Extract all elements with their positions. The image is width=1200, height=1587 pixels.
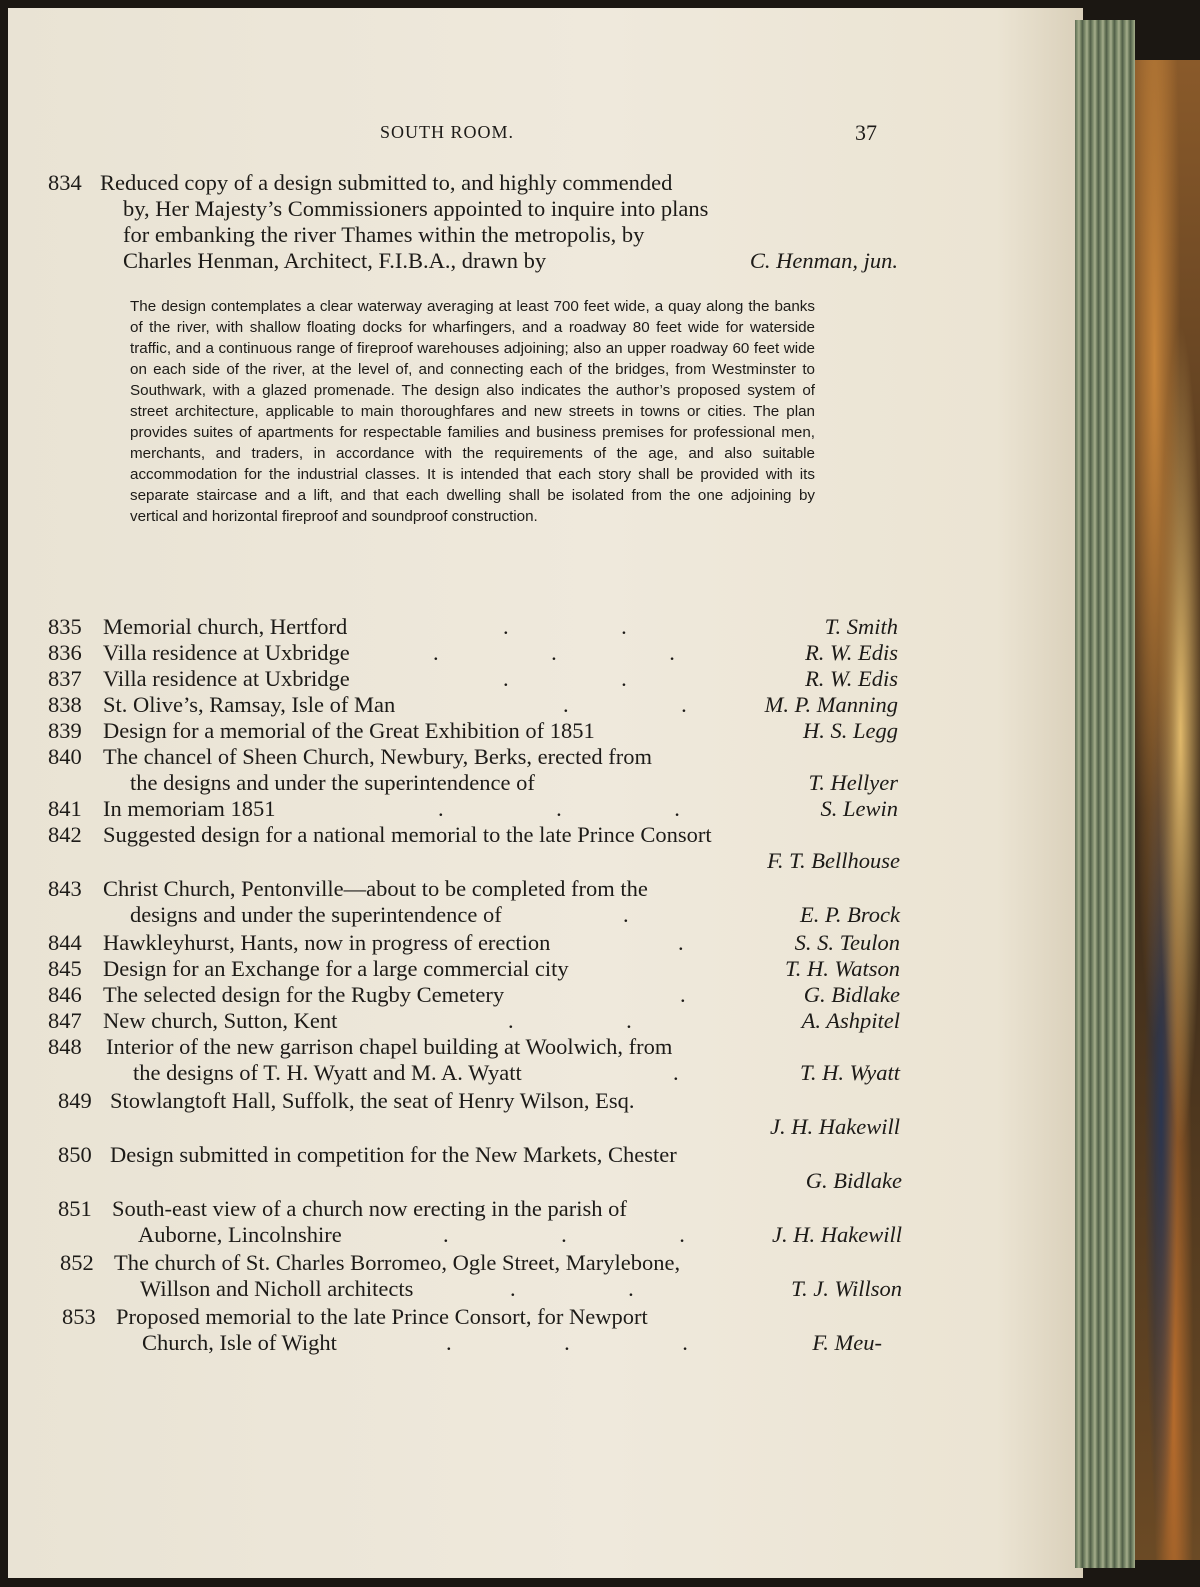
entry-artist: T. H. Watson [784,956,900,981]
leader-dots: . . [503,666,627,691]
entry-artist: S. Lewin [820,796,898,821]
entry-number: 842 [48,822,82,847]
entry-artist: F. Meu- [812,1330,882,1355]
entry-artist: G. Bidlake [805,1168,902,1193]
entry-number: 852 [60,1250,94,1275]
catalogue-entry-834 [48,170,898,280]
leader-dots: . . [510,1276,634,1301]
leader-dots: . . [508,1008,632,1033]
entry-title-line: by, Her Majesty’s Commissioners appointed to inquire into plans [123,196,709,221]
entry-title-line: Charles Henman, Architect, F.I.B.A., drawn by [123,248,547,273]
entry-title-line: South-east view of a church now erecting in the parish of [112,1196,627,1221]
entry-title-line: Church, Isle of Wight [142,1330,337,1355]
entry-artist: E. P. Brock [800,902,900,927]
catalogue-entry-840 [48,744,898,798]
entry-title-line: designs and under the superintendence of [130,902,502,927]
entry-number: 835 [48,614,82,639]
entry-artist: C. Henman, jun. [749,248,898,273]
marbled-endpaper [1135,60,1200,1560]
entry-number: 840 [48,744,82,769]
catalogue-entry-849 [48,1088,900,1142]
entry-title-line: Interior of the new garrison chapel building at Woolwich, from [106,1034,673,1059]
entry-title-line: In memoriam 1851 [103,796,276,821]
entry-artist: J. H. Hakewill [772,1222,902,1247]
entry-title-line: Stowlangtoft Hall, Suffolk, the seat of Henry Wilson, Esq. [110,1088,635,1113]
leader-dots: . . . [438,796,680,821]
leader-dots: . . . [443,1222,685,1247]
entry-artist: J. H. Hakewill [770,1114,900,1139]
entry-title-line: the designs of T. H. Wyatt and M. A. Wyatt [133,1060,522,1085]
catalogue-entry-848 [48,1034,900,1088]
catalogue-entry-838 [48,692,898,720]
entry-number: 850 [58,1142,92,1167]
entry-title-line: St. Olive’s, Ramsay, Isle of Man [103,692,396,717]
entry-number: 845 [48,956,82,981]
entry-artist: T. J. Willson [791,1276,902,1301]
catalogue-entry-850 [48,1142,902,1196]
entry-number: 844 [48,930,82,955]
entry-number: 847 [48,1008,82,1033]
entry-number: 849 [58,1088,92,1113]
entry-title-line: Suggested design for a national memorial to the late Prince Consort [103,822,712,847]
catalogue-entry-839 [48,718,898,746]
catalogue-entry-841 [48,796,898,824]
entry-artist: R. W. Edis [805,666,898,691]
leader-dots: . [680,982,686,1007]
catalogue-entry-852 [48,1250,902,1304]
entry-title-line: Auborne, Lincolnshire [138,1222,342,1247]
entry-number: 846 [48,982,82,1007]
entry-artist: F. T. Bellhouse [767,848,900,873]
entry-artist: T. H. Wyatt [799,1060,900,1085]
entry-artist: A. Ashpitel [801,1008,900,1033]
entry-title-line: Villa residence at Uxbridge [103,640,350,665]
running-head: SOUTH ROOM. [380,122,515,142]
entry-number: 836 [48,640,82,665]
entry-number: 834 [48,170,82,195]
entry-number: 848 [48,1034,82,1059]
entry-title-line: Reduced copy of a design submitted to, and highly commended [100,170,673,195]
entry-title-line: Design for an Exchange for a large commercial city [103,956,569,981]
leader-dots: . [673,1060,679,1085]
entry-title-line: The chancel of Sheen Church, Newbury, Berks, erected from [103,744,652,769]
entry-artist: R. W. Edis [805,640,898,665]
leader-dots: . . . [433,640,675,665]
leader-dots: . . [503,614,627,639]
catalogue-entry-843 [48,876,900,930]
entry-title-line: Design submitted in competition for the New Markets, Chester [110,1142,677,1167]
leader-dots: . . . [446,1330,688,1355]
entry-title-line: Design for a memorial of the Great Exhibition of 1851 [103,718,595,743]
entry-title-line: for embanking the river Thames within the metropolis, by [123,222,645,247]
entry-artist: T. Smith [824,614,898,639]
catalogue-entry-835 [48,614,898,642]
entry-number: 837 [48,666,82,691]
catalogue-entry-853 [48,1304,882,1358]
entry-artist: S. S. Teulon [794,930,900,955]
entry-artist: T. Hellyer [808,770,898,795]
catalogue-entry-842 [48,822,900,876]
entry-number: 839 [48,718,82,743]
catalogue-entry-836 [48,640,898,668]
page-number: 37 [855,120,877,145]
entry-artist: G. Bidlake [803,982,900,1007]
entry-number: 853 [62,1304,96,1329]
leader-dots: . [623,902,629,927]
entry-title-line: New church, Sutton, Kent [103,1008,338,1033]
entry-number: 838 [48,692,82,717]
catalogue-entry-847 [48,1008,900,1036]
entry-artist: M. P. Manning [764,692,898,717]
leader-dots: . [678,930,684,955]
entry-title-line: The church of St. Charles Borromeo, Ogle Street, Marylebone, [114,1250,681,1275]
page-edges [1075,20,1135,1568]
entry-title-line: Willson and Nicholl architects [140,1276,414,1301]
entry-number: 851 [58,1196,92,1221]
entry-title-line: Villa residence at Uxbridge [103,666,350,691]
entry-artist: H. S. Legg [803,718,898,743]
entry-834-description: The design contemplates a clear waterway averaging at least 700 feet wide, a quay along the banks of the river, with shallow floating docks for wharfingers, and a roadway 80 feet wide for waterside traffic, and a continuous range of fireproof warehouses adjoining; also an upper roadway 60 feet wide on each side of the river, at the level of, and connecting each of the bridges, from Westminster to Southwark, with a glazed promenade. The design also indicates the author’s proposed system of street architecture, applicable to main thoroughfares and new streets in towns or cities. The plan provides suites of apartments for respectable families and business premises for professional men, merchants, and traders, in accordance with the requirements of the age, and also suitable accommodation for the industrial classes. It is intended that each story shall be provided with its separate staircase and a lift, and that each dwelling shall be isolated from the one adjoining by vertical and horizontal fireproof and soundproof construction. [130,298,815,525]
entry-title-line: Proposed memorial to the late Prince Consort, for Newport [116,1304,648,1329]
entry-title-line: Christ Church, Pentonville—about to be completed from the [103,876,648,901]
entry-title-line: The selected design for the Rugby Cemetery [103,982,505,1007]
entry-title-line: Hawkleyhurst, Hants, now in progress of erection [103,930,551,955]
catalogue-entry-846 [48,982,900,1010]
catalogue-entry-851 [48,1196,902,1250]
entry-number: 841 [48,796,82,821]
catalogue-entry-845 [48,956,900,984]
entry-title-line: Memorial church, Hertford [103,614,348,639]
entry-title-line: the designs and under the superintendence of [130,770,535,795]
entry-number: 843 [48,876,82,901]
catalogue-entry-844 [48,930,900,958]
catalogue-entry-837 [48,666,898,694]
leader-dots: . . [563,692,687,717]
